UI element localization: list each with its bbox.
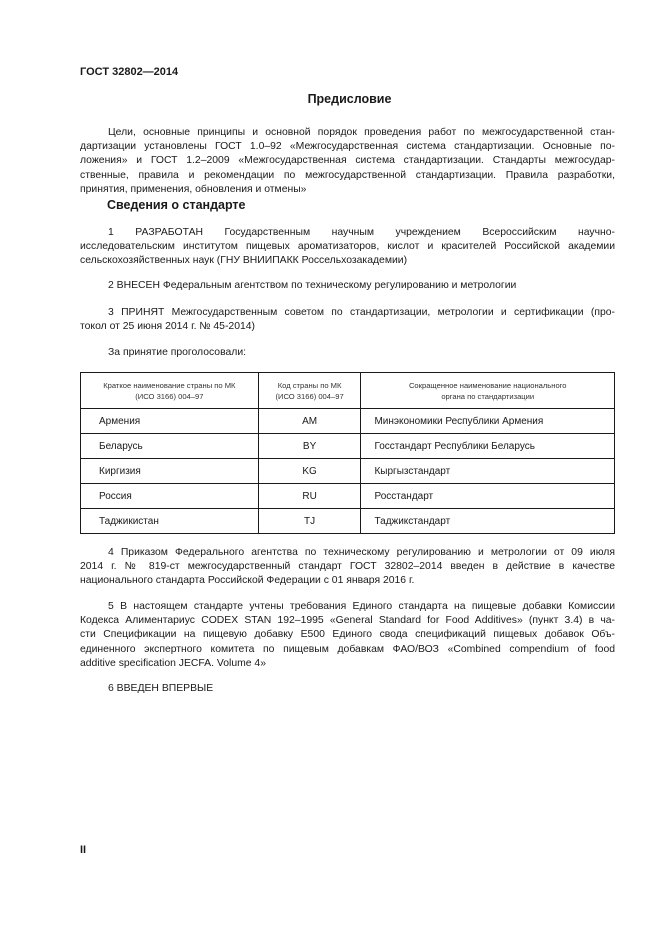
country-code-cell: RU	[258, 484, 361, 509]
text-line: 5 В настоящем стандарте учтены требования Единого стандарта на пищевые добавки Комиссии	[108, 601, 615, 612]
country-cell: Россия	[81, 484, 259, 509]
text-line: национального стандарта Российской Федерации с 01 января 2016 г.	[80, 575, 415, 587]
standards-body-cell: Минэкономики Республики Армения	[361, 409, 615, 434]
header-line: Краткое наименование страны по МК	[103, 380, 236, 390]
item-developed	[80, 226, 615, 269]
text-line: Кодекса Алиментариус CODEX STAN 192–1995 «General Standard for Food Additives» (пункт 3.4) в ча-	[80, 615, 615, 627]
header-line: Код страны по МК	[277, 380, 342, 390]
country-cell: Киргизия	[81, 459, 259, 484]
standards-body-cell: Кыргызстандарт	[361, 459, 615, 484]
country-code-cell: AM	[258, 409, 361, 434]
table-row	[81, 484, 615, 509]
text-line: ложения» и ГОСТ 1.2–2009 «Межгосударственная система стандартизации. Стандарты межгосудар-	[80, 155, 615, 167]
country-code-cell: BY	[258, 434, 361, 459]
preface-title: Предисловие	[307, 92, 392, 106]
text-line: ственные, правила и рекомендации по межгосударственной стандартизации. Правила разработки,	[80, 169, 615, 181]
country-code-cell: KG	[258, 459, 361, 484]
text-line: токол от 25 июня 2014 г. № 45-2014)	[80, 321, 255, 333]
text-line: additive specification JECFA. Volume 4»	[80, 657, 266, 669]
table-header-row	[81, 373, 615, 409]
text-line: 4 Приказом Федерального агентства по техническому регулированию и метрологии от 09 июля	[108, 547, 615, 558]
header-line: (ИСО 3166) 004–97	[135, 391, 204, 401]
text-line: исследовательским институтом пищевых ароматизаторов, кислот и красителей Российской академии	[80, 241, 615, 253]
text-line: единенного экспертного комитета по пищевым добавкам ФАО/ВОЗ «Combined compendium of food	[80, 643, 615, 655]
column-header	[81, 373, 259, 409]
item-adopted	[80, 306, 615, 334]
item-requirements	[80, 600, 615, 671]
column-header	[361, 373, 615, 409]
table-row	[81, 434, 615, 459]
page-number: II	[80, 844, 87, 856]
country-code-cell: TJ	[258, 509, 361, 534]
preface-paragraph	[80, 126, 615, 197]
text-line: 2014 г. № 819-ст межгосударственный стандарт ГОСТ 32802–2014 введен в действие в качестве	[80, 561, 615, 573]
column-header	[258, 373, 361, 409]
text-line: сельскохозяйственных наук (ГНУ ВНИИПАКК Россельхозакадемии)	[80, 255, 408, 267]
standards-body-cell: Росстандарт	[361, 484, 615, 509]
text-line: 1 РАЗРАБОТАН Государственным научным учреждением Всероссийским научно-	[108, 227, 615, 238]
standards-body-cell: Таджикстандарт	[361, 509, 615, 534]
header-line: органа по стандартизации	[441, 391, 535, 401]
header-line: (ИСО 3166) 004–97	[275, 391, 344, 401]
header-line: Сокращенное наименование национального	[408, 380, 567, 390]
country-cell: Беларусь	[81, 434, 259, 459]
table-row	[81, 459, 615, 484]
country-cell: Таджикистан	[81, 509, 259, 534]
document-code: ГОСТ 32802—2014	[80, 66, 179, 78]
country-cell: Армения	[81, 409, 259, 434]
text-line: сти Спецификации на пищевую добавку E500 Единого свода спецификаций пищевых добавок Объ-	[80, 629, 615, 641]
item-introduced	[80, 279, 615, 293]
text-line: дартизации установлены ГОСТ 1.0–92 «Межгосударственная система стандартизации. Основные по-	[80, 141, 615, 153]
item-first-introduced	[80, 682, 615, 696]
text-line: 3 ПРИНЯТ Межгосударственным советом по стандартизации, метрологии и сертификации (про-	[108, 307, 615, 318]
info-title: Сведения о стандарте	[107, 198, 246, 212]
table-row	[81, 509, 615, 534]
voting-table	[80, 372, 615, 534]
text-line: принятия, применения, обновления и отмены»	[80, 183, 307, 195]
text-line: За принятие проголосовали:	[108, 347, 247, 358]
item-order	[80, 546, 615, 589]
voted-label	[80, 346, 615, 360]
standards-body-cell: Госстандарт Республики Беларусь	[361, 434, 615, 459]
text-line: 6 ВВЕДЕН ВПЕРВЫЕ	[108, 683, 214, 694]
text-line: Цели, основные принципы и основной порядок проведения работ по межгосударственной стан-	[108, 127, 615, 138]
text-line: 2 ВНЕСЕН Федеральным агентством по техническому регулированию и метрологии	[108, 280, 517, 291]
table-row	[81, 409, 615, 434]
